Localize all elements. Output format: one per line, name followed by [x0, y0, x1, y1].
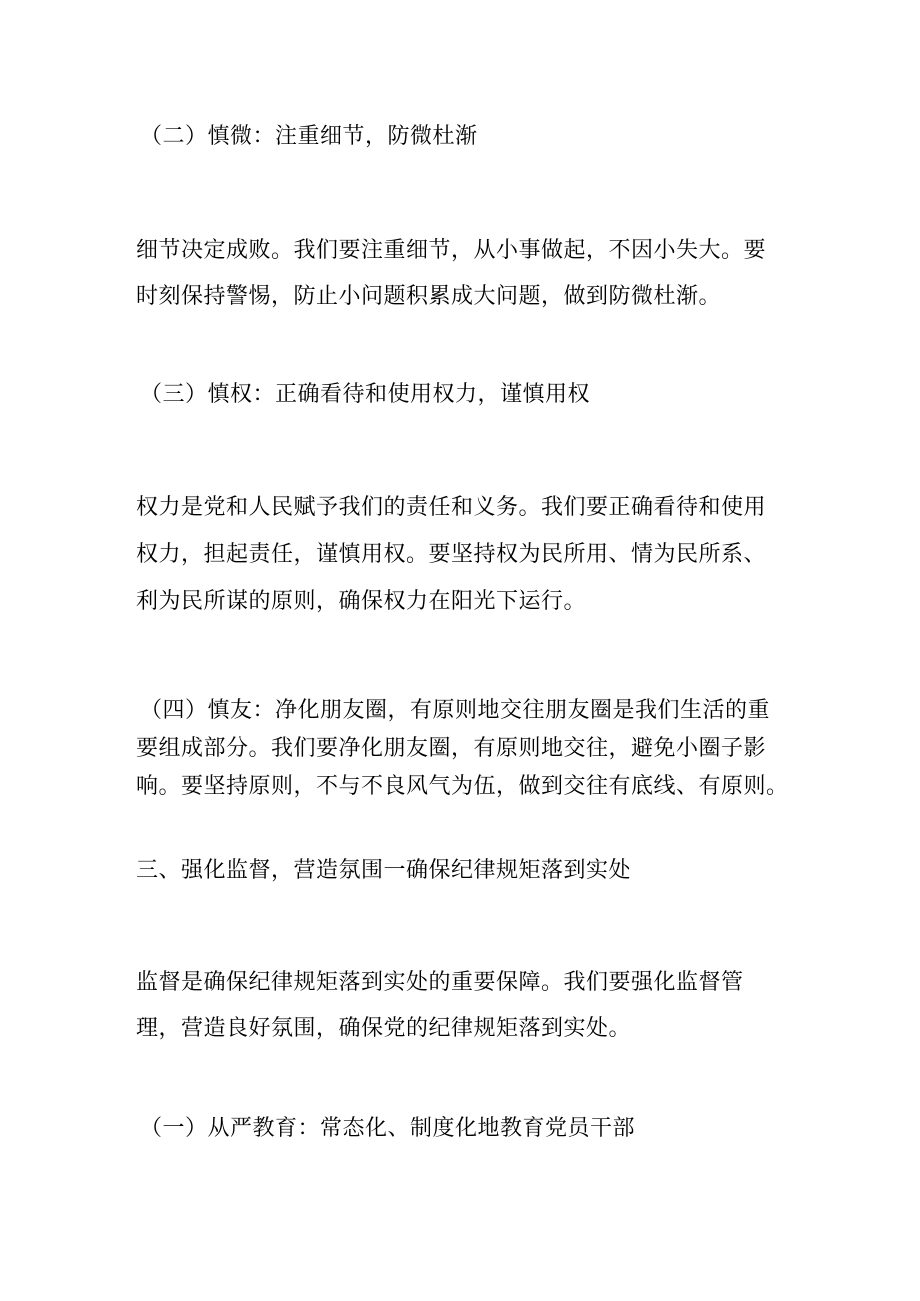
paragraph-line: 响。要坚持原则，不与不良风气为伍，做到交往有底线、有原则。 — [136, 774, 789, 799]
paragraph-line: （四）慎友：净化朋友圈，有原则地交往朋友圈是我们生活的重 — [140, 698, 771, 723]
paragraph-line: 权力是党和人民赋予我们的责任和义务。我们要正确看待和使用 — [136, 495, 767, 520]
paragraph-line: 利为民所谋的原则，确保权力在阳光下运行。 — [136, 589, 587, 614]
paragraph-line: 权力，担起责任，谨慎用权。要坚持权为民所用、情为民所系、 — [136, 542, 767, 567]
paragraph-shenquan — [136, 484, 766, 625]
paragraph-line: 要组成部分。我们要净化朋友圈，有原则地交往，避免小圈子影 — [136, 736, 767, 761]
section-heading-shenquan: （三）慎权：正确看待和使用权力，谨慎用权 — [140, 382, 591, 407]
paragraph-shenyou — [136, 692, 789, 806]
paragraph-line: 监督是确保纪律规矩落到实处的重要保障。我们要强化监督管 — [136, 970, 744, 995]
paragraph-jiandu — [136, 960, 744, 1052]
paragraph-line: 细节决定成败。我们要注重细节，从小事做起，不因小失大。要 — [136, 238, 767, 263]
paragraph-shenwei — [136, 228, 766, 320]
section-heading-shenwei: （二）慎微：注重细节，防微杜渐 — [140, 124, 478, 149]
paragraph-line: 时刻保持警惕，防止小问题积累成大问题，做到防微杜渐。 — [136, 284, 722, 309]
paragraph-line: 理，营造良好氛围，确保党的纪律规矩落到实处。 — [136, 1016, 632, 1041]
section-heading-congyan: （一）从严教育：常态化、制度化地教育党员干部 — [140, 1116, 636, 1141]
section-heading-jiandu: 三、强化监督，营造氛围一确保纪律规矩落到实处 — [136, 858, 632, 883]
